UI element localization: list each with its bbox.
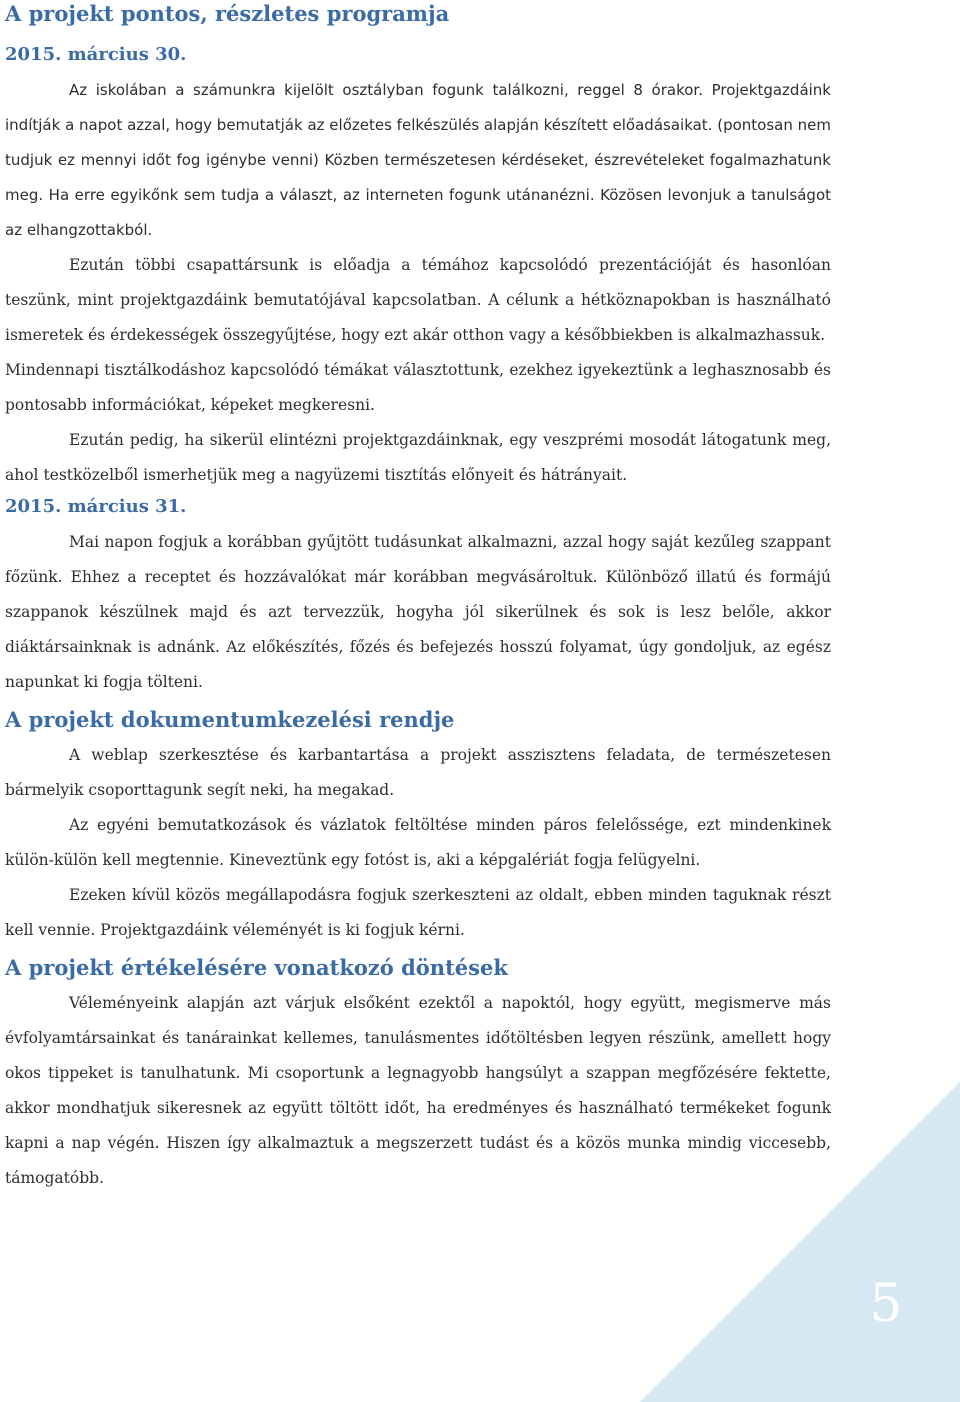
paragraph-evaluation: Véleményeink alapján azt várjuk elsőként ezektől a napoktól, hogy együtt, megismerve más évfolyamtársainkat és tanárainkat kellemes, tanulásmentes időtöltésben legyen részünk, amellett hogy okos tippeket is tanulhatunk. Mi csoportunk a legnagyobb hangsúlyt a szappan megfőzésére fektette, akkor mondhatjuk sikeresnek az együtt töltött időt, ha eredményes és használható termékeket fogunk kapni a nap végén. Hiszen így alkalmaztuk a megszerzett tudást és a közös munka mindig viccesebb, támogatóbb. [5,994,831,1187]
date-day1: 2015. március 30. [5,44,187,65]
paragraph-day1-laundry: Ezután pedig, ha sikerül elintézni projektgazdáinknak, egy veszprémi mosodát látogatunk meg, ahol testközelből ismerhetjük meg a nagyüzemi tisztítás előnyeit és hátrányait. [5,431,831,484]
paragraph-docs-website: A weblap szerkesztése és karbantartása a projekt asszisztens feladata, de természetesen bármelyik csoporttagunk segít neki, ha megakad. [5,746,831,799]
paragraph-day1-topics: Mindennapi tisztálkodáshoz kapcsolódó témákat választottunk, ezekhez igyekeztünk a leghasznosabb és pontosabb információkat, képeket megkeresni. [5,361,831,414]
heading-program: A projekt pontos, részletes programja [5,1,450,26]
document-body [5,0,831,1196]
heading-documents: A projekt dokumentumkezelési rendje [5,707,455,732]
date-day2: 2015. március 31. [5,496,187,517]
paragraph-day1-presentations: Ezután többi csapattársunk is előadja a témához kapcsolódó prezentációját és hasonlóan teszünk, mint projektgazdáink bemutatójával kapcsolatban. A célunk a hétköznapokban is használható ismeretek és érdekességek összegyűjtése, hogy ezt akár otthon vagy a későbbiekben is alkalmazhassuk. [5,256,831,344]
page-number: 5 [869,1274,903,1334]
paragraph-docs-uploads: Az egyéni bemutatkozások és vázlatok feltöltése minden páros felelőssége, ezt mindenkinek külön-külön kell megtennie. Kineveztünk egy fotóst is, aki a képgalériát fogja felügyelni. [5,816,831,869]
paragraph-day2-soap: Mai napon fogjuk a korábban gyűjtött tudásunkat alkalmazni, azzal hogy saját kezűleg szappant főzünk. Ehhez a receptet és hozzávalókat már korábban megvásároltuk. Különböző illatú és formájú szappanok készülnek majd és azt tervezzük, hogyha jól sikerülnek és sok is lesz belőle, akkor diáktársainknak is adnánk. Az előkészítés, főzés és befejezés hosszú folyamat, úgy gondoljuk, az egész napunkat ki fogja tölteni. [5,533,831,691]
paragraph-docs-agreement: Ezeken kívül közös megállapodásra fogjuk szerkeszteni az oldalt, ebben minden taguknak részt kell vennie. Projektgazdáink véleményét is ki fogjuk kérni. [5,886,831,939]
heading-evaluation: A projekt értékelésére vonatkozó döntések [5,955,508,980]
paragraph-day1-intro: Az iskolában a számunkra kijelölt osztályban fogunk találkozni, reggel 8 órakor. Projektgazdáink indítják a napot azzal, hogy bemutatják az előzetes felkészülés alapján készített előadásaikat. (pontosan nem tudjuk ez mennyi időt fog igénybe venni) Közben természetesen kérdéseket, észrevételeket fogalmazhatunk meg. Ha erre egyikőnk sem tudja a választ, az interneten fogunk utánanézni. Közösen levonjuk a tanulságot az elhangzottakból. [5,81,831,239]
